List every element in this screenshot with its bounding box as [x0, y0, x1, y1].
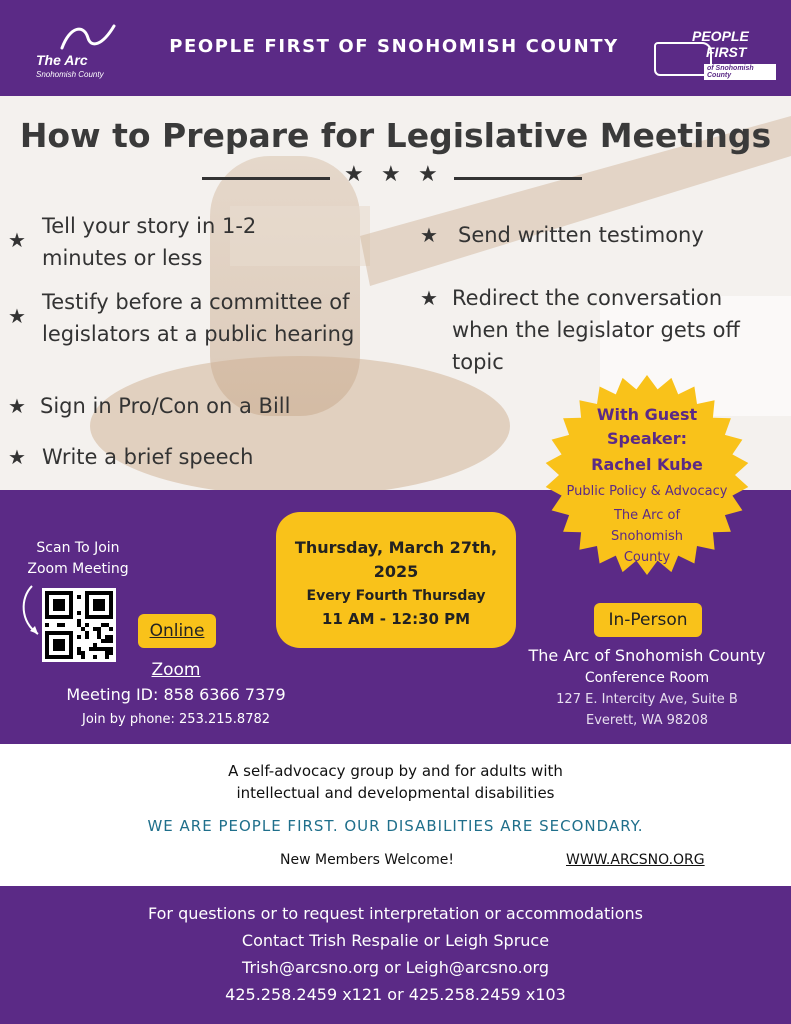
zoom-link[interactable]: Zoom: [151, 660, 201, 680]
arc-swoosh-icon: [58, 22, 118, 52]
header-banner: [0, 0, 791, 96]
meeting-time: 11 AM - 12:30 PM: [321, 610, 471, 628]
tip-text: Write a brief speech: [42, 445, 254, 469]
star-bullet-icon: ★: [8, 445, 26, 469]
tip-item: [8, 286, 372, 350]
slogan: WE ARE PEOPLE FIRST. OUR DISABILITIES ARE SECONDARY.: [147, 817, 644, 835]
mission-statement: [0, 760, 791, 804]
pf-logo-line1: PEOPLE: [692, 28, 749, 44]
speaker-org: The Arc of Snohomish County: [611, 508, 683, 565]
mission-line2: intellectual and developmental disabilities: [236, 784, 555, 802]
star-bullet-icon: ★: [8, 228, 26, 252]
pf-logo-subtitle: of Snohomish County: [704, 64, 776, 80]
scan-instructions: Scan To Join Zoom Meeting: [27, 540, 129, 577]
star-bullet-icon: ★: [8, 304, 26, 328]
page-title: How to Prepare for Legislative Meetings: [19, 116, 772, 155]
venue-address-line1: 127 E. Intercity Ave, Suite B: [556, 692, 738, 707]
star-bullet-icon: ★: [420, 286, 438, 310]
zoom-meeting-id: Meeting ID: 858 6366 7379: [66, 685, 286, 704]
tip-text: Tell your story in 1-2 minutes or less: [42, 214, 257, 270]
speaker-role: Public Policy & Advocacy: [566, 484, 728, 499]
in-person-badge: In-Person: [594, 603, 702, 637]
new-members-text: New Members Welcome!: [280, 852, 454, 868]
online-badge: Online: [138, 614, 216, 648]
arc-logo-subtitle: Snohomish County: [36, 70, 104, 79]
organization-title: PEOPLE FIRST OF SNOHOMISH COUNTY: [169, 36, 619, 57]
tip-text: Send written testimony: [458, 223, 704, 247]
footer-line1: For questions or to request interpretation or accommodations: [147, 904, 643, 923]
zoom-qr-code[interactable]: [42, 588, 116, 662]
footer-phones: 425.258.2459 x121 or 425.258.2459 x103: [225, 985, 566, 1004]
tip-text: Testify before a committee of legislators at a public hearing: [42, 290, 355, 346]
star-icon: ★: [418, 162, 438, 187]
pf-logo-line2: FIRST: [706, 44, 747, 60]
speaker-name: Rachel Kube: [591, 455, 703, 474]
venue-room: Conference Room: [584, 670, 710, 686]
tip-text: Redirect the conversation when the legislator gets off topic: [452, 286, 740, 374]
arc-logo-name: The Arc: [36, 52, 88, 68]
star-bullet-icon: ★: [420, 223, 438, 247]
star-icon: ★: [344, 162, 364, 187]
footer-contacts: Contact Trish Respalie or Leigh Spruce: [241, 931, 550, 950]
tip-item: [8, 210, 332, 274]
footer-emails[interactable]: Trish@arcsno.org or Leigh@arcsno.org: [242, 958, 549, 977]
venue-address-line2: Everett, WA 98208: [586, 713, 708, 728]
tip-item: [420, 219, 758, 251]
mission-line1: A self-advocacy group by and for adults with: [228, 762, 563, 780]
website-link[interactable]: WWW.ARCSNO.ORG: [566, 852, 705, 868]
tip-item: [420, 282, 782, 378]
title-divider-left: [202, 177, 330, 180]
tip-text: Sign in Pro/Con on a Bill: [40, 394, 291, 418]
tip-item: [8, 441, 342, 473]
people-first-logo: [650, 22, 776, 80]
star-icon: ★: [381, 162, 401, 187]
date-time-box: [276, 512, 516, 648]
zoom-phone: Join by phone: 253.215.8782: [81, 712, 271, 727]
meeting-date: Thursday, March 27th, 2025: [294, 538, 498, 581]
star-bullet-icon: ★: [8, 394, 26, 418]
qr-code-icon: [45, 591, 113, 659]
curved-arrow-icon: [18, 584, 44, 640]
speaker-intro: [534, 403, 760, 451]
venue-name: The Arc of Snohomish County: [528, 646, 766, 665]
contact-footer: [0, 886, 791, 1024]
arc-logo: [36, 22, 126, 82]
meeting-recurrence: Every Fourth Thursday: [306, 588, 486, 604]
tip-item: [8, 390, 360, 422]
title-divider-right: [454, 177, 582, 180]
speaker-intro-text: With Guest Speaker:: [596, 405, 698, 448]
